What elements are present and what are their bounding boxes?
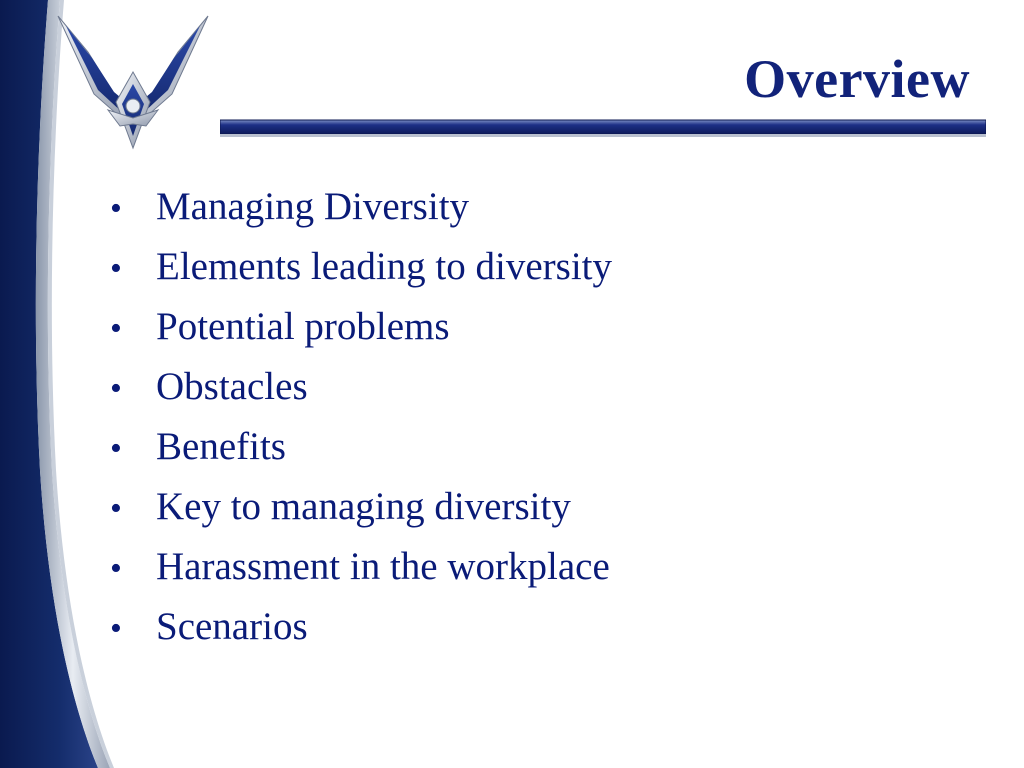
bullet-list xyxy=(110,184,612,664)
list-item xyxy=(110,484,612,544)
bullet-text: Obstacles xyxy=(156,365,308,408)
list-item xyxy=(110,604,612,664)
list-item xyxy=(110,364,612,424)
bullet-dot: • xyxy=(110,250,122,287)
bullet-dot: • xyxy=(110,310,122,347)
list-item xyxy=(110,544,612,604)
bullet-text: Key to managing diversity xyxy=(156,485,571,528)
list-item xyxy=(110,424,612,484)
bullet-dot: • xyxy=(110,190,122,227)
bullet-dot: • xyxy=(110,430,122,467)
bullet-text: Scenarios xyxy=(156,605,308,648)
list-item xyxy=(110,184,612,244)
bullet-text: Elements leading to diversity xyxy=(156,245,612,288)
bullet-dot: • xyxy=(110,490,122,527)
list-item xyxy=(110,244,612,304)
bullet-dot: • xyxy=(110,370,122,407)
bullet-dot: • xyxy=(110,550,122,587)
bullet-dot: • xyxy=(110,610,122,647)
bullet-text: Potential problems xyxy=(156,305,450,348)
slide-title: Overview xyxy=(744,49,970,109)
list-item xyxy=(110,304,612,364)
bullet-text: Managing Diversity xyxy=(156,185,470,228)
title-underline-rule xyxy=(220,118,986,138)
bullet-text: Harassment in the workplace xyxy=(156,545,610,588)
air-force-wings-emblem-icon xyxy=(54,6,212,152)
bullet-text: Benefits xyxy=(156,425,286,468)
